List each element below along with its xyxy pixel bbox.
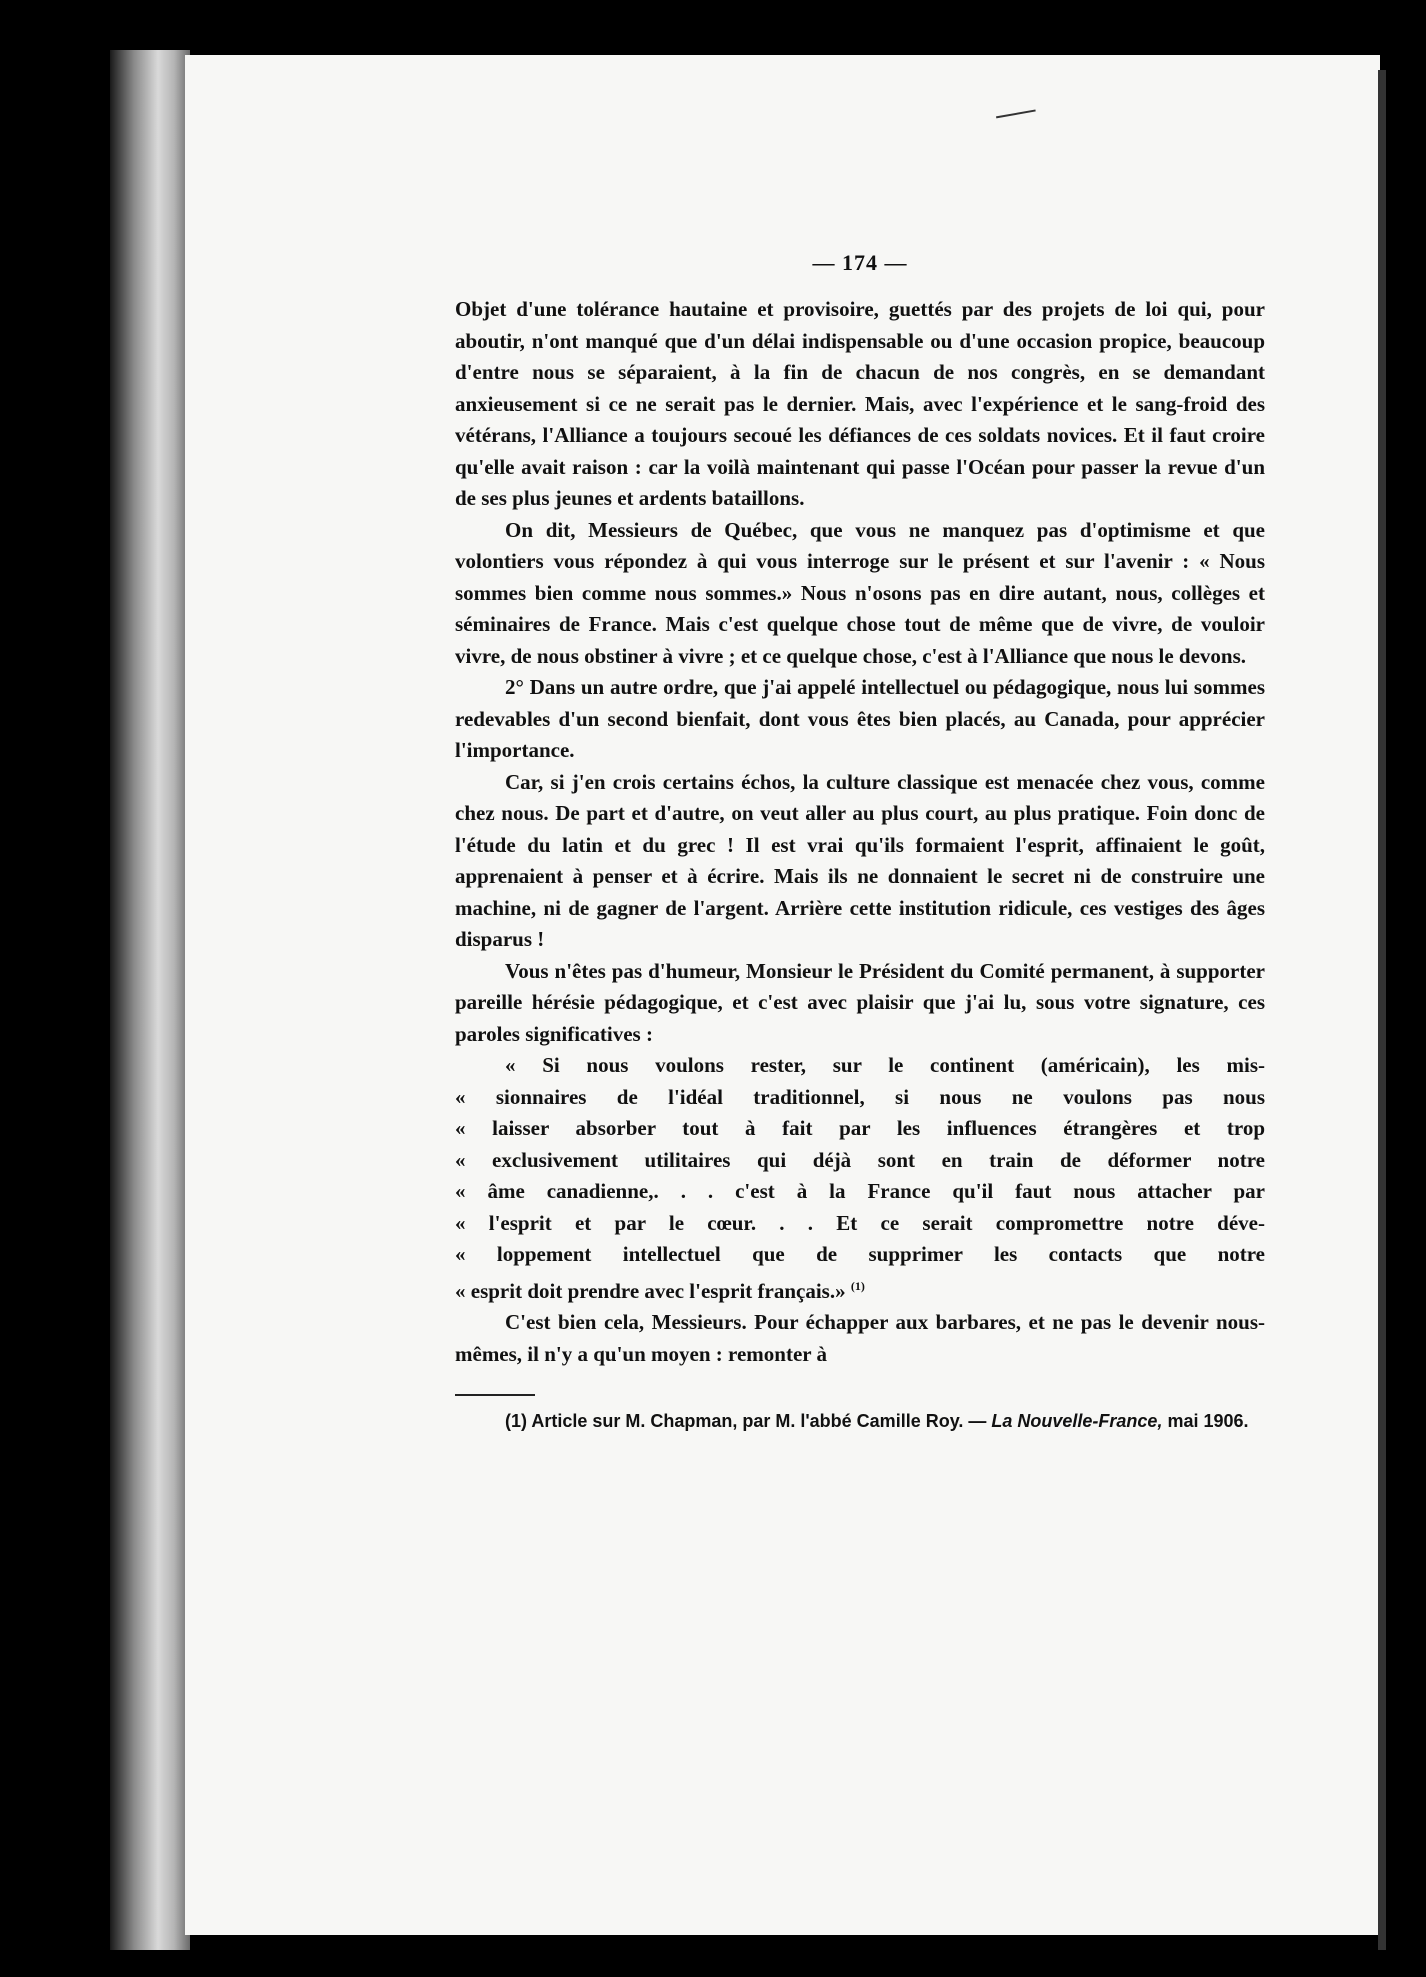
quote-line: « l'esprit et par le cœur. . . Et ce serait compromettre notre déve- bbox=[455, 1210, 1265, 1235]
paragraph-5: Vous n'êtes pas d'humeur, Monsieur le Président du Comité permanent, à supporter pareille hérésie pédagogique, et c'est avec plaisir que j'ai lu, sous votre signature, ces paroles significatives : bbox=[455, 958, 1265, 1046]
quote-line: « sionnaires de l'idéal traditionnel, si nous ne voulons pas nous bbox=[455, 1084, 1265, 1109]
quote-line: « laisser absorber tout à fait par les influences étrangères et trop bbox=[455, 1116, 1265, 1140]
block-quote bbox=[455, 1050, 1265, 1307]
footnote-divider bbox=[455, 1394, 535, 1396]
page-content bbox=[455, 250, 1265, 1435]
quote-line: « Si nous voulons rester, sur le continent (américain), les mis- bbox=[505, 1053, 1265, 1077]
paragraph-3: 2° Dans un autre ordre, que j'ai appelé intellectuel ou pédagogique, nous lui sommes redevables d'un second bienfait, dont vous êtes bien placés, au Canada, pour apprécier l'importance. bbox=[455, 675, 1265, 762]
paragraph-1: Objet d'une tolérance hautaine et provisoire, guettés par des projets de loi qui, pour aboutir, n'ont manqué que d'un délai indispensable ou d'une occasion propice, beaucoup d'entre nous se séparaient, à la fin de chacun de nos congrès, en se demandant anxieusement si ce ne serait pas le dernier. Mais, avec l'expérience et le sang-froid des vétérans, l'Alliance a toujours secoué les défiances de ces soldats novices. Et il faut croire qu'elle avait raison : car la voilà maintenant qui passe l'Océan pour passer la revue d'un de ses plus jeunes et ardents bataillons. bbox=[455, 297, 1265, 510]
book-spine-edge bbox=[110, 50, 190, 1950]
quote-line: « âme canadienne,. . . c'est à la France qu'il faut nous attacher par bbox=[455, 1179, 1265, 1203]
quote-line-text: « esprit doit prendre avec l'esprit français.» bbox=[455, 1278, 846, 1303]
footnote bbox=[455, 1408, 1265, 1435]
page-gutter-shadow bbox=[1378, 70, 1386, 1950]
ink-mark bbox=[994, 100, 1035, 119]
footnote-reference[interactable]: (1) bbox=[850, 1278, 865, 1293]
closing-paragraph: C'est bien cela, Messieurs. Pour échapper aux barbares, et ne pas le devenir nous-mêmes, il n'y a qu'un moyen : remonter à bbox=[455, 1310, 1265, 1366]
quote-line: « exclusivement utilitaires qui déjà sont en train de déformer notre bbox=[455, 1147, 1265, 1172]
page-number: — 174 — bbox=[812, 250, 908, 275]
quote-line-last bbox=[455, 1271, 1265, 1308]
quote-line: « loppement intellectuel que de supprimer les contacts que notre bbox=[455, 1242, 1265, 1266]
footnote-prefix: (1) Article sur M. Chapman, par M. l'abbé Camille Roy. — bbox=[505, 1411, 992, 1431]
footnote-suffix: mai 1906. bbox=[1162, 1411, 1249, 1431]
footnote-publication: La Nouvelle-France, bbox=[991, 1411, 1163, 1431]
paragraph-2: On dit, Messieurs de Québec, que vous ne manquez pas d'optimisme et que volontiers vous répondez à qui vous interroge sur le présent et sur l'avenir : « Nous sommes bien comme nous sommes.» Nous n'osons pas en dire autant, nous, collèges et séminaires de France. Mais c'est quelque chose tout de même que de vivre, de vouloir vivre, de nous obstiner à vivre ; et ce quelque chose, c'est à l'Alliance que nous le devons. bbox=[455, 517, 1265, 668]
paragraph-4: Car, si j'en crois certains échos, la culture classique est menacée chez vous, comme chez nous. De part et d'autre, on veut aller au plus court, au plus pratique. Foin donc de l'étude du latin et du grec ! Il est vrai qu'ils formaient l'esprit, affinaient le goût, apprenaient à penser et à écrire. Mais ils ne donnaient le secret ni de construire une machine, ni de gagner de l'argent. Arrière cette institution ridicule, ces vestiges des âges disparus ! bbox=[455, 769, 1265, 951]
